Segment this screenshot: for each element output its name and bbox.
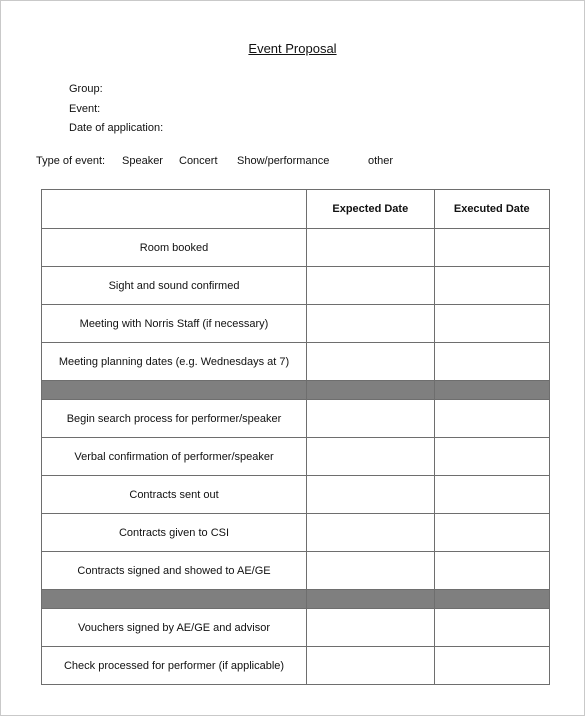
type-option-speaker: Speaker <box>122 155 163 167</box>
task-cell: Sight and sound confirmed <box>42 267 307 305</box>
type-option-concert: Concert <box>179 155 218 167</box>
separator-cell <box>307 590 435 609</box>
expected-date-cell <box>307 552 435 590</box>
expected-date-header: Expected Date <box>307 190 435 229</box>
table-row <box>42 609 550 647</box>
document-title: Event Proposal <box>248 41 337 56</box>
separator-cell <box>42 590 307 609</box>
executed-date-cell <box>434 305 549 343</box>
task-cell: Meeting with Norris Staff (if necessary) <box>42 305 307 343</box>
expected-date-cell <box>307 305 435 343</box>
table-row <box>42 647 550 685</box>
expected-date-cell <box>307 229 435 267</box>
application-fields <box>69 81 163 140</box>
task-cell: Room booked <box>42 229 307 267</box>
executed-date-cell <box>434 647 549 685</box>
task-cell: Contracts sent out <box>42 476 307 514</box>
task-cell: Contracts signed and showed to AE/GE <box>42 552 307 590</box>
executed-date-cell <box>434 229 549 267</box>
executed-date-cell <box>434 476 549 514</box>
expected-date-cell <box>307 400 435 438</box>
expected-date-cell <box>307 267 435 305</box>
task-column-header <box>42 190 307 229</box>
task-cell: Begin search process for performer/speaker <box>42 400 307 438</box>
separator-cell <box>42 381 307 400</box>
separator-cell <box>434 590 549 609</box>
table-row <box>42 343 550 381</box>
field-group: Group: <box>69 83 103 95</box>
executed-date-cell <box>434 438 549 476</box>
executed-date-cell <box>434 267 549 305</box>
expected-date-cell <box>307 438 435 476</box>
field-date-of-application: Date of application: <box>69 122 164 134</box>
type-option-show-performance: Show/performance <box>237 155 330 167</box>
field-event: Event: <box>69 102 101 115</box>
table-header-row <box>42 190 550 229</box>
expected-date-cell <box>307 476 435 514</box>
type-of-event-label: Type of event: <box>36 155 106 167</box>
expected-date-cell <box>307 343 435 381</box>
separator-cell <box>434 381 549 400</box>
table-row <box>42 438 550 476</box>
separator-cell <box>307 381 435 400</box>
section-separator <box>42 590 550 609</box>
task-cell: Meeting planning dates (e.g. Wednesdays at 7) <box>42 343 307 381</box>
expected-date-cell <box>307 647 435 685</box>
schedule-table <box>41 189 550 685</box>
table-row <box>42 552 550 590</box>
task-cell: Verbal confirmation of performer/speaker <box>42 438 307 476</box>
task-cell: Contracts given to CSI <box>42 514 307 552</box>
table-row <box>42 305 550 343</box>
executed-date-cell <box>434 552 549 590</box>
executed-date-cell <box>434 343 549 381</box>
executed-date-header: Executed Date <box>434 190 549 229</box>
executed-date-cell <box>434 609 549 647</box>
type-option-other: other <box>368 155 394 167</box>
table-row <box>42 400 550 438</box>
table-row <box>42 229 550 267</box>
expected-date-cell <box>307 514 435 552</box>
table-row <box>42 514 550 552</box>
table-body <box>42 229 550 685</box>
table-row <box>42 267 550 305</box>
expected-date-cell <box>307 609 435 647</box>
executed-date-cell <box>434 514 549 552</box>
section-separator <box>42 381 550 400</box>
task-cell: Vouchers signed by AE/GE and advisor <box>42 609 307 647</box>
table-row <box>42 476 550 514</box>
task-cell: Check processed for performer (if applicable) <box>42 647 307 685</box>
executed-date-cell <box>434 400 549 438</box>
